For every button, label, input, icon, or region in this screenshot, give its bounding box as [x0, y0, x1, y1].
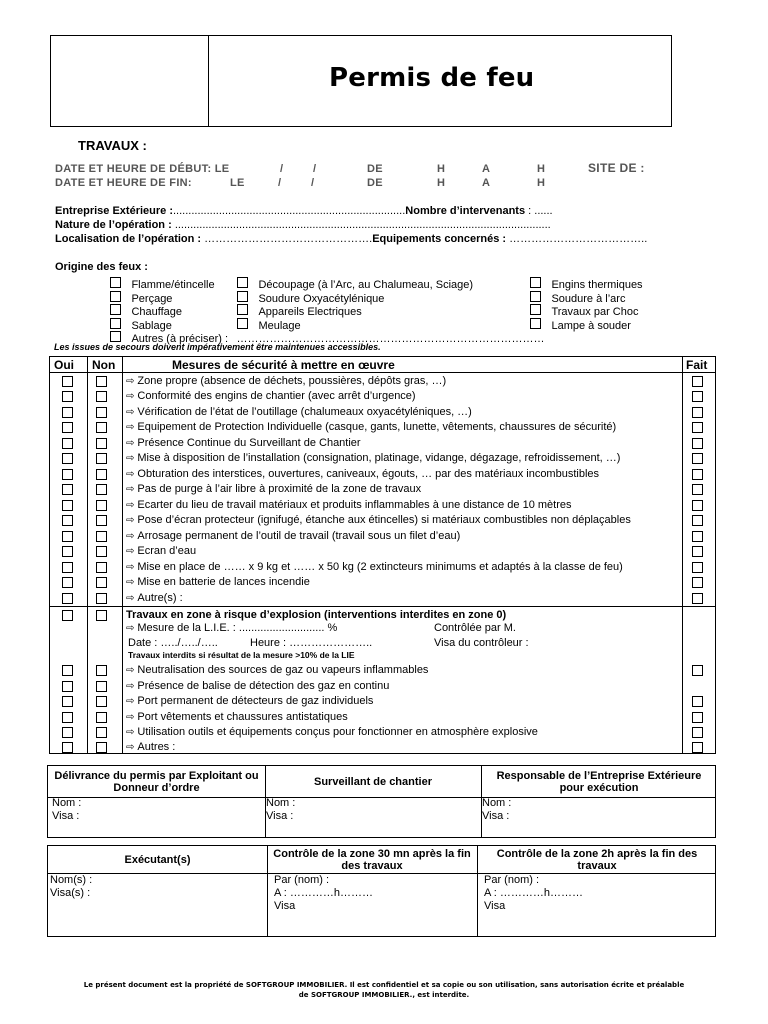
non-checkbox[interactable]	[96, 577, 107, 588]
checkbox[interactable]	[110, 277, 121, 288]
oui-checkbox[interactable]	[62, 681, 73, 692]
mesure-label: Mise en batterie de lances incendie	[137, 576, 310, 588]
localisation-label: Localisation de l’opération :	[55, 233, 202, 245]
date-fin-slash-1: /	[278, 177, 282, 189]
fait-checkbox[interactable]	[692, 376, 703, 387]
date-fin-slash-2: /	[311, 177, 315, 189]
oui-checkbox[interactable]	[62, 453, 73, 464]
equipements-field[interactable]: ………………………………..	[509, 233, 648, 245]
controle-30mn-nom-field[interactable]: Par (nom) :	[274, 874, 330, 886]
checkbox[interactable]	[110, 318, 121, 329]
localisation-field[interactable]: ……………………………………….	[204, 233, 373, 245]
oui-checkbox[interactable]	[62, 727, 73, 738]
mesure-label: Zone propre (absence de déchets, poussières, dépôts gras, …)	[137, 375, 447, 387]
non-checkbox[interactable]	[96, 407, 107, 418]
arrow-right-icon: ⇨	[126, 665, 135, 676]
exploitant-visa-field[interactable]: Visa :	[52, 810, 80, 822]
arrow-right-icon: ⇨	[126, 407, 135, 418]
zone-mesure-label: Utilisation outils et équipements conçus pour fonctionner en atmosphère explosive	[137, 726, 538, 738]
executants-visas-field[interactable]: Visa(s) :	[50, 887, 91, 899]
mesure-label: Conformité des engins de chantier (avec arrêt d’urgence)	[137, 390, 416, 402]
oui-checkbox[interactable]	[62, 515, 73, 526]
date-fin-de: DE	[367, 177, 383, 189]
table-row	[50, 740, 715, 755]
mesure-label: Mise en place de …… x 9 kg et …… x 50 kg (2 extincteurs minimums et adaptés à la classe de feu)	[137, 561, 623, 573]
mesure-label: Ecran d’eau	[137, 545, 197, 557]
executants-header: Exécutant(s)	[124, 854, 191, 866]
nature-line	[55, 219, 551, 231]
origine-option[interactable]	[530, 275, 643, 289]
entreprise-label: Entreprise Extérieure :	[55, 205, 173, 217]
checkbox[interactable]	[530, 304, 541, 315]
origine-label-text: Soudure Oxyacétylénique	[258, 292, 385, 305]
col-oui-header: Oui	[54, 358, 74, 372]
col-non-header: Non	[92, 358, 116, 372]
non-checkbox[interactable]	[96, 438, 107, 449]
arrow-right-icon: ⇨	[126, 515, 135, 526]
non-checkbox[interactable]	[96, 500, 107, 511]
entreprise-line	[55, 205, 553, 217]
arrow-right-icon: ⇨	[126, 623, 135, 634]
oui-checkbox[interactable]	[62, 742, 73, 753]
arrow-right-icon: ⇨	[126, 742, 135, 753]
origine-label-text: Sablage	[131, 319, 172, 332]
origine-option[interactable]	[530, 302, 643, 316]
col-mesures-header: Mesures de sécurité à mettre en œuvre	[172, 358, 395, 372]
fait-checkbox[interactable]	[692, 546, 703, 557]
non-checkbox[interactable]	[96, 562, 107, 573]
origine-label-text: Soudure à l’arc	[551, 292, 626, 305]
zone-mesure-label: Présence de balise de détection des gaz en continu	[137, 680, 390, 692]
arrow-right-icon: ⇨	[126, 391, 135, 402]
controle-30mn-visa-field[interactable]: Visa	[274, 900, 296, 912]
oui-checkbox[interactable]	[62, 376, 73, 387]
table-row	[50, 663, 715, 678]
execution-table	[47, 845, 716, 937]
fait-checkbox[interactable]	[692, 531, 703, 542]
arrow-right-icon: ⇨	[126, 681, 135, 692]
checkbox[interactable]	[110, 331, 121, 342]
date-fin-a: A	[482, 177, 491, 189]
localisation-line	[55, 233, 647, 245]
oui-checkbox[interactable]	[62, 391, 73, 402]
nature-label: Nature de l’opération :	[55, 219, 172, 231]
date-debut-label: DATE ET HEURE DE DÉBUT: LE	[55, 163, 230, 175]
col-divider	[267, 846, 268, 936]
col-divider	[477, 846, 478, 936]
non-checkbox[interactable]	[96, 681, 107, 692]
origine-col3	[530, 275, 643, 332]
mesure-label: Equipement de Protection Individuelle (casque, gants, lunette, vêtements, chaussures de sécurité)	[137, 421, 617, 433]
mesure-label: Pas de purge à l’air libre à proximité de la zone de travaux	[137, 483, 422, 495]
oui-checkbox[interactable]	[62, 484, 73, 495]
oui-checkbox[interactable]	[62, 610, 73, 621]
oui-checkbox[interactable]	[62, 422, 73, 433]
oui-checkbox[interactable]	[62, 500, 73, 511]
mesure-label: Obturation des interstices, ouvertures, caniveaux, égouts, … par des matériaux incombustibles	[137, 468, 600, 480]
oui-checkbox[interactable]	[62, 469, 73, 480]
checkbox[interactable]	[237, 304, 248, 315]
date-fin-h2: H	[537, 177, 546, 189]
date-fin-h1: H	[437, 177, 446, 189]
table-row	[50, 389, 715, 404]
arrow-right-icon: ⇨	[126, 696, 135, 707]
table-row	[50, 710, 715, 725]
oui-checkbox[interactable]	[62, 407, 73, 418]
date-debut-a: A	[482, 163, 491, 175]
arrow-right-icon: ⇨	[126, 500, 135, 511]
header-divider	[48, 873, 715, 874]
table-row	[50, 575, 715, 590]
checkbox[interactable]	[530, 318, 541, 329]
non-checkbox[interactable]	[96, 422, 107, 433]
oui-checkbox[interactable]	[62, 546, 73, 557]
oui-checkbox[interactable]	[62, 665, 73, 676]
arrow-right-icon: ⇨	[126, 593, 135, 604]
fait-checkbox[interactable]	[692, 453, 703, 464]
arrow-right-icon: ⇨	[126, 453, 135, 464]
non-checkbox[interactable]	[96, 469, 107, 480]
fait-checkbox[interactable]	[692, 727, 703, 738]
lie-field[interactable]: Mesure de la L.I.E. : ............................ %	[137, 622, 338, 634]
table-row	[50, 436, 715, 451]
mesure-label: Vérification de l’état de l’outillage (chalumeaux oxyacétyléniques, …)	[137, 406, 472, 418]
date-debut-h2: H	[537, 163, 546, 175]
table-row	[50, 451, 715, 466]
header-divider	[48, 797, 715, 798]
non-checkbox[interactable]	[96, 727, 107, 738]
page-title: Permis de feu	[329, 63, 535, 93]
entreprise-field[interactable]: ............................................................................	[173, 205, 406, 217]
autres-field[interactable]: …………………………………………………………………………	[236, 333, 545, 345]
non-checkbox[interactable]	[96, 610, 107, 621]
origine-label-text: Perçage	[131, 292, 173, 305]
responsable-header: Responsable de l’Entreprise Extérieure pour exécution	[496, 770, 702, 794]
origine-label-text: Découpage (à l’Arc, au Chalumeau, Sciage)	[258, 279, 474, 291]
checkbox[interactable]	[237, 291, 248, 302]
checkbox[interactable]	[530, 277, 541, 288]
delivrance-table	[47, 765, 716, 838]
issues-note: Les issues de secours doivent impérativement être maintenues accessibles.	[54, 342, 381, 352]
arrow-right-icon: ⇨	[126, 531, 135, 542]
table-row	[50, 560, 715, 575]
checkbox[interactable]	[110, 291, 121, 302]
checkbox[interactable]	[237, 318, 248, 329]
origine-col2	[237, 275, 474, 332]
mesures-table	[49, 356, 716, 754]
arrow-right-icon: ⇨	[126, 712, 135, 723]
oui-checkbox[interactable]	[62, 562, 73, 573]
origine-label-text: Meulage	[258, 319, 301, 332]
fait-checkbox[interactable]	[692, 484, 703, 495]
arrow-right-icon: ⇨	[126, 546, 135, 557]
fait-checkbox[interactable]	[692, 391, 703, 402]
zone-mesure-label: Port vêtements et chaussures antistatiques	[137, 711, 348, 723]
controle-2h-nom-field[interactable]: Par (nom) :	[484, 874, 540, 886]
responsable-nom-field[interactable]: Nom :	[482, 797, 512, 809]
date-debut-slash-1: /	[280, 163, 284, 175]
footer-confidentiality-note: Le présent document est la propriété de SOFTGROUP IMMOBILIER. Il est confidentiel et sa copie ou son utilisation, sans autorisation écrite et préalable de SOFTGROUP IMMOBILIER., est interdite.	[83, 981, 685, 999]
fait-checkbox[interactable]	[692, 742, 703, 753]
origine-label-text: Lampe à souder	[551, 319, 631, 332]
date-debut-h1: H	[437, 163, 446, 175]
origine-label-text: Travaux par Choc	[551, 306, 639, 318]
origine-option-autres[interactable]	[110, 329, 545, 343]
origine-label-text: Flamme/étincelle	[131, 279, 215, 291]
nb-intervenants-label: Nombre d’intervenants	[405, 205, 526, 217]
origine-label-text: Engins thermiques	[551, 279, 643, 291]
controle-2h-header: Contrôle de la zone 2h après la fin des travaux	[496, 848, 698, 872]
header-divider	[50, 372, 715, 373]
fait-checkbox[interactable]	[692, 696, 703, 707]
arrow-right-icon: ⇨	[126, 484, 135, 495]
oui-checkbox[interactable]	[62, 577, 73, 588]
controle-2h-visa-field[interactable]: Visa	[484, 900, 506, 912]
arrow-right-icon: ⇨	[126, 469, 135, 480]
oui-checkbox[interactable]	[62, 438, 73, 449]
origine-option[interactable]	[530, 316, 643, 330]
checkbox[interactable]	[530, 291, 541, 302]
autres-label: Autres (à préciser) :	[131, 333, 229, 345]
fait-checkbox[interactable]	[692, 422, 703, 433]
table-row	[50, 405, 715, 420]
oui-checkbox[interactable]	[62, 712, 73, 723]
surveillant-header: Surveillant de chantier	[314, 776, 432, 788]
zone-title: Travaux en zone à risque d’explosion (interventions interdites en zone 0)	[126, 609, 507, 621]
non-checkbox[interactable]	[96, 696, 107, 707]
non-checkbox[interactable]	[96, 531, 107, 542]
non-checkbox[interactable]	[96, 712, 107, 723]
fait-checkbox[interactable]	[692, 515, 703, 526]
mesure-label: Ecarter du lieu de travail matériaux et produits inflammables à une distance de 10 mètres	[137, 499, 572, 511]
table-row	[50, 725, 715, 740]
controle-2h-heure-field[interactable]: A : …………h………	[484, 887, 584, 899]
non-checkbox[interactable]	[96, 515, 107, 526]
table-row	[50, 544, 715, 559]
table-row	[50, 482, 715, 497]
non-checkbox[interactable]	[96, 593, 107, 604]
responsable-visa-field[interactable]: Visa :	[482, 810, 510, 822]
fait-checkbox[interactable]	[692, 562, 703, 573]
origine-label: Origine des feux :	[55, 261, 148, 273]
heure-field[interactable]: Heure : …………………..	[250, 637, 373, 649]
zone-mesure-label: Port permanent de détecteurs de gaz individuels	[137, 695, 374, 707]
mesure-label: Pose d’écran protecteur (ignifugé, étanche aux étincelles) si matériaux combustibles non déplaçables	[137, 514, 631, 526]
table-row	[50, 694, 715, 709]
non-checkbox[interactable]	[96, 546, 107, 557]
date-fin-le: LE	[230, 177, 245, 189]
non-checkbox[interactable]	[96, 391, 107, 402]
origine-label-text: Appareils Electriques	[258, 306, 362, 318]
header-box	[50, 35, 672, 127]
arrow-right-icon: ⇨	[126, 562, 135, 573]
oui-checkbox[interactable]	[62, 696, 73, 707]
zone-mesure-label: Autres :	[137, 741, 176, 753]
exploitant-nom-field[interactable]: Nom :	[52, 797, 82, 809]
table-row	[50, 374, 715, 389]
mesure-label: Autre(s) :	[137, 592, 183, 604]
fait-checkbox[interactable]	[692, 469, 703, 480]
site-label: SITE DE :	[588, 161, 645, 175]
fait-checkbox[interactable]	[692, 407, 703, 418]
controle-30mn-header: Contrôle de la zone 30 mn après la fin des travaux	[273, 848, 471, 872]
nb-intervenants-field[interactable]: : ......	[528, 205, 553, 217]
origine-option[interactable]	[237, 275, 473, 289]
non-checkbox[interactable]	[96, 484, 107, 495]
controlee-label: Contrôlée par M.	[434, 622, 516, 634]
visa-controleur-label: Visa du contrôleur :	[434, 637, 529, 649]
arrow-right-icon: ⇨	[126, 422, 135, 433]
surveillant-visa-field[interactable]: Visa :	[266, 810, 294, 822]
header-logo-divider	[208, 36, 209, 126]
date-fin-label: DATE ET HEURE DE FIN:	[55, 177, 192, 189]
oui-checkbox[interactable]	[62, 593, 73, 604]
table-row	[50, 513, 715, 528]
arrow-right-icon: ⇨	[126, 577, 135, 588]
fait-checkbox[interactable]	[692, 500, 703, 511]
nature-field[interactable]: ...........................................................................................................................	[174, 219, 551, 231]
zone-header-row	[50, 608, 715, 623]
arrow-right-icon: ⇨	[126, 438, 135, 449]
non-checkbox[interactable]	[96, 665, 107, 676]
fait-checkbox[interactable]	[692, 577, 703, 588]
table-row	[50, 467, 715, 482]
non-checkbox[interactable]	[96, 376, 107, 387]
date-debut-slash-2: /	[313, 163, 317, 175]
delivrance-exploitant-header: Délivrance du permis par Exploitant ou Donneur d’ordre	[54, 770, 259, 794]
non-checkbox[interactable]	[96, 453, 107, 464]
table-row	[50, 420, 715, 435]
date-field[interactable]: Date : …../…../…..	[128, 637, 218, 649]
fait-checkbox[interactable]	[692, 438, 703, 449]
non-checkbox[interactable]	[96, 742, 107, 753]
checkbox[interactable]	[237, 277, 248, 288]
mesure-label: Mise à disposition de l’installation (consignation, platinage, vidange, dégazage, refroidissement, …)	[137, 452, 621, 464]
date-debut-de: DE	[367, 163, 383, 175]
surveillant-nom-field[interactable]: Nom :	[266, 797, 296, 809]
origine-option[interactable]	[237, 302, 473, 316]
interdits-note: Travaux interdits si résultat de la mesure >10% de la LIE	[128, 650, 355, 660]
zone-divider	[50, 606, 715, 607]
travaux-label: TRAVAUX :	[78, 138, 147, 153]
oui-checkbox[interactable]	[62, 531, 73, 542]
fait-checkbox[interactable]	[692, 593, 703, 604]
fait-checkbox[interactable]	[692, 712, 703, 723]
arrow-right-icon: ⇨	[126, 376, 135, 387]
table-row	[50, 529, 715, 544]
arrow-right-icon: ⇨	[126, 727, 135, 738]
mesure-label: Présence Continue du Surveillant de Chantier	[137, 437, 361, 449]
executants-noms-field[interactable]: Nom(s) :	[50, 874, 93, 886]
fait-checkbox[interactable]	[692, 665, 703, 676]
table-row	[50, 498, 715, 513]
equipements-label: Equipements concernés :	[372, 233, 507, 245]
col-fait-header: Fait	[686, 358, 708, 372]
checkbox[interactable]	[110, 304, 121, 315]
zone-mesure-label: Neutralisation des sources de gaz ou vapeurs inflammables	[137, 664, 429, 676]
origine-label-text: Chauffage	[131, 306, 183, 318]
table-row	[50, 679, 715, 694]
table-row	[50, 591, 715, 606]
mesure-label: Arrosage permanent de l’outil de travail (travail sous un filet d’eau)	[137, 530, 461, 542]
controle-30mn-heure-field[interactable]: A : …………h………	[274, 887, 374, 899]
